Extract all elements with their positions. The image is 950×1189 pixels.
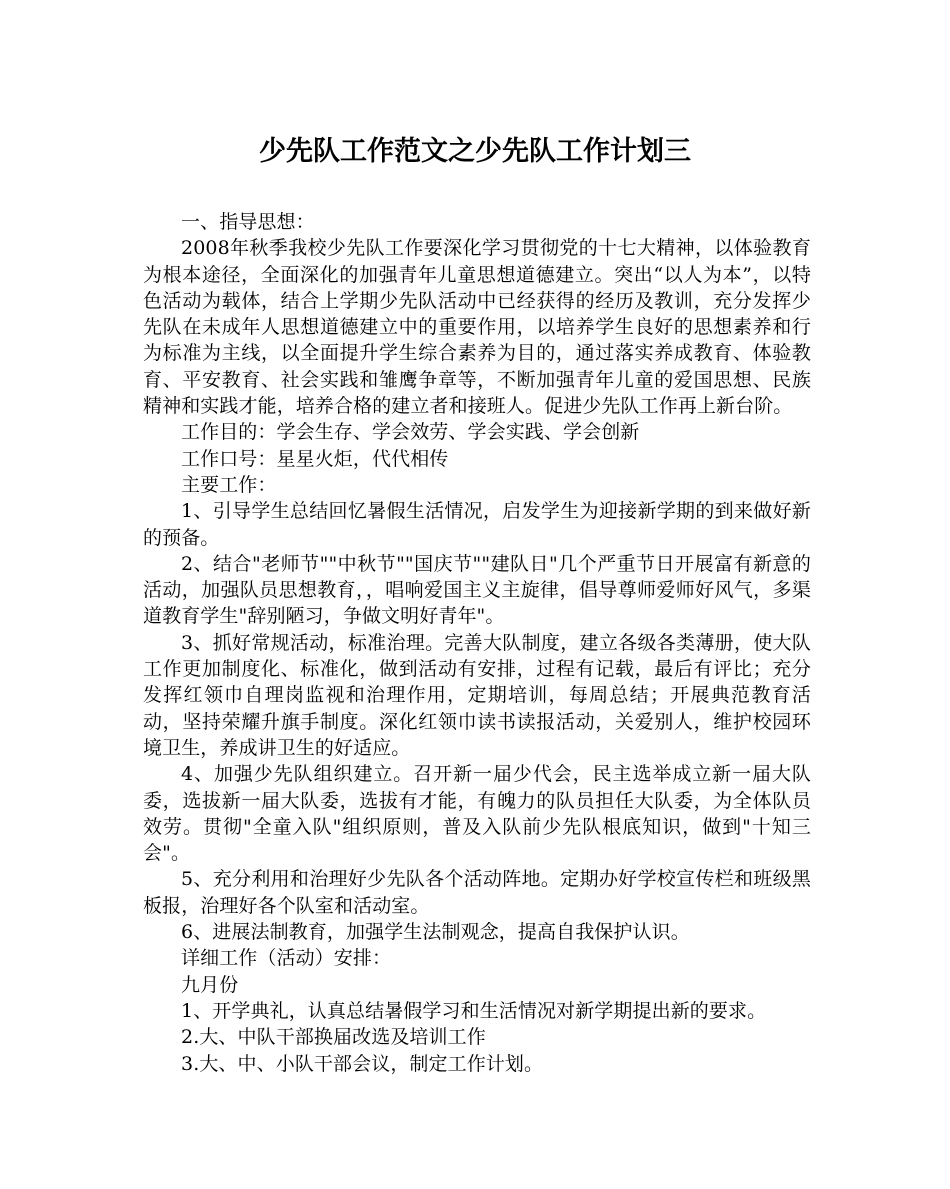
section-heading-schedule: 详细工作（活动）安排： [181,947,392,970]
main-work-item-2: 2、结合"老师节""中秋节""国庆节""建队日"几个严重节日开展富有新意的活动，加强队员思想教育，，唱响爱国主义主旋律，倡导尊师爱师好风气，多渠道教育学生"辞别陋习，争做文明好青年"。 [143,552,811,628]
main-work-item-6: 6、进展法制教育，加强学生法制观念，提高自我保护认识。 [181,921,690,944]
main-work-item-4: 4、加强少先队组织建立。召开新一届少代会，民主选举成立新一届大队委，选拔新一届大队委，选拔有才能，有魄力的队员担任大队委，为全体队员效劳。贯彻"全童入队"组织原则，普及入队前少先队根底知识，做到"十知三会"。 [143,763,811,865]
section-heading-guiding-thought: 一、指导思想： [181,211,315,233]
main-work-item-5: 5、充分利用和治理好少先队各个活动阵地。定期办好学校宣传栏和班级黑板报，治理好各个队室和活动室。 [143,868,811,917]
document-body [143,209,811,1077]
september-item-1: 1、开学典礼，认真总结暑假学习和生活情况对新学期提出新的要求。 [181,999,767,1022]
work-goals: 工作目的：学会生存、学会效劳、学会实践、学会创新 [181,421,640,444]
month-heading-september: 九月份 [181,973,239,996]
september-item-3: 3.大、中、小队干部会议，制定工作计划。 [181,1052,544,1075]
paragraph-guiding-thought: 2008年秋季我校少先队工作要深化学习贯彻党的十七大精神，以体验教育为根本途径，全面深化的加强青年儿童思想道德建立。突出“以人为本”，以特色活动为载体，结合上学期少先队活动中已经获得的经历及教训，充分发挥少先队在未成年人思想道德建立中的重要作用，以培养学生良好的思想素养和行为标准为主线，以全面提升学生综合素养为目的，通过落实养成教育、体验教育、平安教育、社会实践和雏鹰争章等，不断加强青年儿童的爱国思想、民族精神和实践才能，培养合格的建立者和接班人。促进少先队工作再上新台阶。 [143,237,811,418]
main-work-item-3: 3、抓好常规活动，标准治理。完善大队制度，建立各级各类薄册，使大队工作更加制度化、标准化，做到活动有安排，过程有记载，最后有评比；充分发挥红领巾自理岗监视和治理作用，定期培训，每周总结；开展典范教育活动，坚持荣耀升旗手制度。深化红领巾读书读报活动，关爱别人，维护校园环境卫生，养成讲卫生的好适应。 [143,631,811,759]
work-slogan: 工作口号：星星火炬，代代相传 [181,447,449,470]
document-title: 少先队工作范文之少先队工作计划三 [259,136,691,167]
september-item-2: 2.大、中队干部换届改选及培训工作 [181,1026,486,1049]
main-work-item-1: 1、引导学生总结回忆暑假生活情况，启发学生为迎接新学期的到来做好新的预备。 [143,500,811,549]
section-heading-main-work: 主要工作： [181,473,277,496]
